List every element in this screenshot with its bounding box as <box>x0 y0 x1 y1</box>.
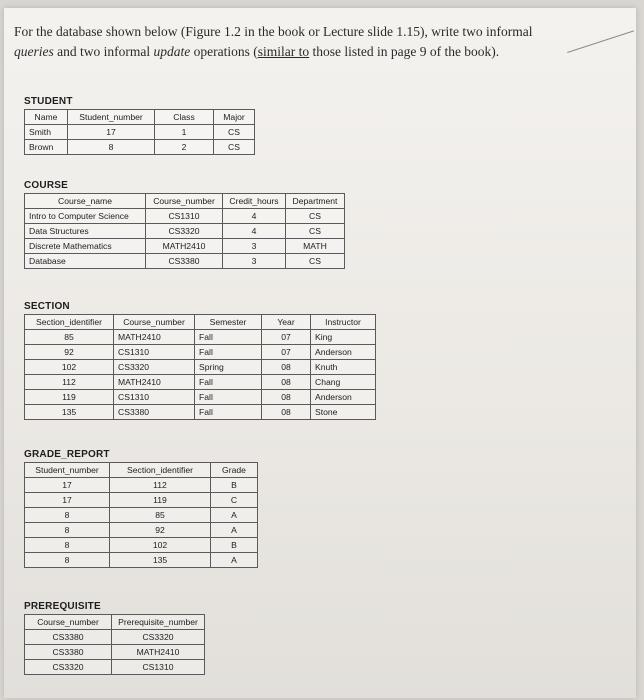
table-cell: 8 <box>25 553 110 568</box>
table-row <box>25 405 376 420</box>
column-header: Grade <box>211 463 258 478</box>
column-header: Name <box>25 110 68 125</box>
table-cell: CS <box>214 125 255 140</box>
column-header: Major <box>214 110 255 125</box>
table-cell: Fall <box>195 390 262 405</box>
table-cell: 135 <box>25 405 114 420</box>
column-header: Student_number <box>68 110 155 125</box>
column-header: Department <box>286 194 345 209</box>
question-text-part: those listed in page 9 of the book). <box>309 44 500 59</box>
table-header-row <box>25 110 255 125</box>
table-row <box>25 630 205 645</box>
table-cell: 112 <box>110 478 211 493</box>
table-cell: 07 <box>262 330 311 345</box>
table-cell: 102 <box>110 538 211 553</box>
table-cell: CS3320 <box>114 360 195 375</box>
table-cell: CS3380 <box>146 254 223 269</box>
table-cell: B <box>211 538 258 553</box>
column-header: Course_number <box>114 315 195 330</box>
table-cell: Stone <box>311 405 376 420</box>
table-cell: CS3380 <box>25 630 112 645</box>
column-header: Class <box>155 110 214 125</box>
table-cell: CS3320 <box>112 630 205 645</box>
course-table-block <box>24 180 345 269</box>
table-cell: 4 <box>223 209 286 224</box>
table-cell: Anderson <box>311 390 376 405</box>
prerequisite-table-block <box>24 601 205 675</box>
table-cell: MATH2410 <box>112 645 205 660</box>
table-cell: 4 <box>223 224 286 239</box>
question-queries-word: queries <box>14 44 54 59</box>
column-header: Course_number <box>146 194 223 209</box>
table-cell: 8 <box>25 538 110 553</box>
table-cell: 1 <box>155 125 214 140</box>
table-row <box>25 660 205 675</box>
table-row <box>25 523 258 538</box>
table-cell: C <box>211 493 258 508</box>
table-cell: Smith <box>25 125 68 140</box>
table-cell: 08 <box>262 360 311 375</box>
table-header-row <box>25 194 345 209</box>
table-cell: Discrete Mathematics <box>25 239 146 254</box>
table-cell: Fall <box>195 405 262 420</box>
table-header-row <box>25 615 205 630</box>
table-row <box>25 360 376 375</box>
column-header: Year <box>262 315 311 330</box>
table-cell: 92 <box>25 345 114 360</box>
table-row <box>25 375 376 390</box>
table-cell: 17 <box>25 478 110 493</box>
table-title: PREREQUISITE <box>24 601 101 612</box>
table-row <box>25 645 205 660</box>
table-cell: CS3380 <box>114 405 195 420</box>
prerequisite-table <box>24 614 205 675</box>
table-row <box>25 224 345 239</box>
table-cell: CS1310 <box>114 345 195 360</box>
student-table <box>24 109 255 155</box>
table-cell: Fall <box>195 375 262 390</box>
grade-report-table <box>24 462 258 568</box>
student-table-block <box>24 96 255 155</box>
column-header: Instructor <box>311 315 376 330</box>
course-table <box>24 193 345 269</box>
question-update-word: update <box>153 44 191 59</box>
table-cell: MATH2410 <box>114 330 195 345</box>
table-cell: Brown <box>25 140 68 155</box>
table-cell: 119 <box>25 390 114 405</box>
table-cell: CS <box>214 140 255 155</box>
question-text-part: and two informal <box>53 44 154 59</box>
table-cell: King <box>311 330 376 345</box>
table-row <box>25 254 345 269</box>
column-header: Course_number <box>25 615 112 630</box>
table-cell: 3 <box>223 254 286 269</box>
table-header-row <box>25 463 258 478</box>
question-text <box>14 22 626 62</box>
table-row <box>25 345 376 360</box>
table-row <box>25 239 345 254</box>
table-row <box>25 508 258 523</box>
table-cell: B <box>211 478 258 493</box>
table-cell: Chang <box>311 375 376 390</box>
table-cell: Spring <box>195 360 262 375</box>
table-cell: Anderson <box>311 345 376 360</box>
column-header: Semester <box>195 315 262 330</box>
table-cell: 85 <box>110 508 211 523</box>
grade-report-table-block <box>24 449 258 568</box>
table-cell: CS1310 <box>114 390 195 405</box>
table-cell: Knuth <box>311 360 376 375</box>
table-cell: 85 <box>25 330 114 345</box>
table-cell: 2 <box>155 140 214 155</box>
column-header: Section_identifier <box>25 315 114 330</box>
table-row <box>25 209 345 224</box>
table-row <box>25 553 258 568</box>
table-cell: A <box>211 523 258 538</box>
table-cell: Intro to Computer Science <box>25 209 146 224</box>
table-cell: Fall <box>195 330 262 345</box>
section-table-block <box>24 301 376 420</box>
table-cell: MATH <box>286 239 345 254</box>
table-header-row <box>25 315 376 330</box>
table-cell: A <box>211 553 258 568</box>
table-cell: CS <box>286 254 345 269</box>
table-cell: Data Structures <box>25 224 146 239</box>
table-cell: 8 <box>25 523 110 538</box>
table-cell: CS3320 <box>146 224 223 239</box>
table-cell: 07 <box>262 345 311 360</box>
table-cell: 92 <box>110 523 211 538</box>
table-row <box>25 330 376 345</box>
table-row <box>25 478 258 493</box>
table-row <box>25 125 255 140</box>
table-title: COURSE <box>24 180 68 191</box>
paper-page <box>4 8 636 698</box>
table-cell: 102 <box>25 360 114 375</box>
question-text-part: operations ( <box>190 44 258 59</box>
column-header: Student_number <box>25 463 110 478</box>
table-row <box>25 538 258 553</box>
table-row <box>25 390 376 405</box>
table-cell: 17 <box>68 125 155 140</box>
table-cell: CS1310 <box>112 660 205 675</box>
column-header: Credit_hours <box>223 194 286 209</box>
column-header: Prerequisite_number <box>112 615 205 630</box>
section-table <box>24 314 376 420</box>
table-title: GRADE_REPORT <box>24 449 110 460</box>
table-title: STUDENT <box>24 96 73 107</box>
column-header: Section_identifier <box>110 463 211 478</box>
question-underlined-phrase: similar to <box>257 44 310 59</box>
table-cell: CS <box>286 224 345 239</box>
table-cell: 08 <box>262 405 311 420</box>
table-row <box>25 140 255 155</box>
table-cell: 119 <box>110 493 211 508</box>
table-cell: 08 <box>262 390 311 405</box>
table-cell: CS3380 <box>25 645 112 660</box>
table-cell: 8 <box>68 140 155 155</box>
table-cell: MATH2410 <box>114 375 195 390</box>
table-cell: CS <box>286 209 345 224</box>
table-cell: Fall <box>195 345 262 360</box>
table-title: SECTION <box>24 301 70 312</box>
table-cell: 08 <box>262 375 311 390</box>
table-cell: CS3320 <box>25 660 112 675</box>
column-header: Course_name <box>25 194 146 209</box>
table-cell: 3 <box>223 239 286 254</box>
table-cell: Database <box>25 254 146 269</box>
table-cell: A <box>211 508 258 523</box>
table-cell: 135 <box>110 553 211 568</box>
table-cell: 8 <box>25 508 110 523</box>
table-cell: 17 <box>25 493 110 508</box>
question-line-1: For the database shown below (Figure 1.2 in the book or Lecture slide 1.15), write two informal <box>14 24 533 39</box>
table-cell: CS1310 <box>146 209 223 224</box>
table-cell: MATH2410 <box>146 239 223 254</box>
table-cell: 112 <box>25 375 114 390</box>
table-row <box>25 493 258 508</box>
